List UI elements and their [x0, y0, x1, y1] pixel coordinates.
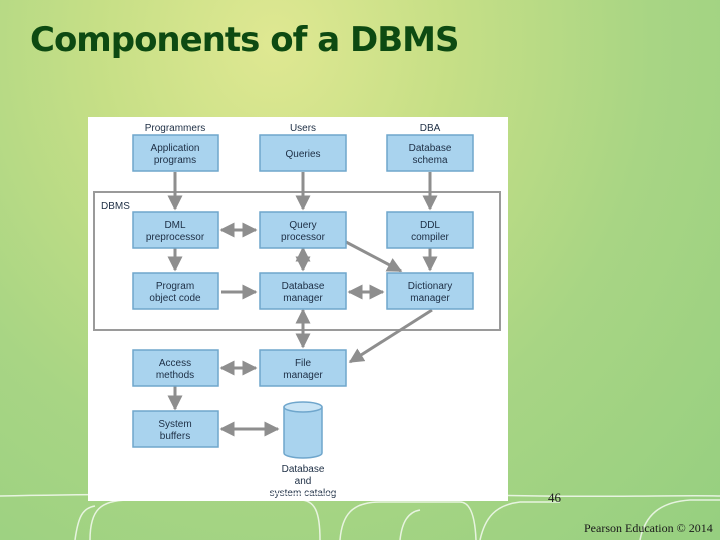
box-access-methods — [133, 350, 218, 386]
header-users: Users — [289, 123, 317, 134]
svg-text:Database: Database — [281, 281, 325, 292]
svg-text:Database: Database — [408, 143, 452, 154]
box-file-manager — [260, 350, 346, 386]
box-program-object-code — [133, 273, 218, 309]
box-database-schema — [387, 135, 473, 171]
svg-text:Dictionary: Dictionary — [407, 281, 453, 292]
dbms-components-diagram — [88, 117, 508, 501]
storage-label-line3: system catalog — [269, 488, 337, 499]
box-query-processor — [260, 212, 346, 248]
svg-text:processor: processor — [281, 232, 325, 243]
svg-text:object code: object code — [149, 293, 201, 304]
box-queries — [260, 135, 346, 171]
box-application-programs — [133, 135, 218, 171]
box-dictionary-manager — [387, 273, 473, 309]
header-dba: DBA — [419, 123, 441, 134]
slide-title: Components of a DBMS — [30, 20, 459, 60]
svg-text:Queries: Queries — [285, 149, 321, 160]
svg-text:schema: schema — [412, 155, 448, 166]
page-number: 46 — [548, 490, 561, 505]
svg-text:System: System — [158, 419, 192, 430]
box-ddl-compiler — [387, 212, 473, 248]
svg-text:DML: DML — [164, 220, 186, 231]
svg-text:File: File — [294, 358, 312, 369]
box-dml-preprocessor — [133, 212, 218, 248]
arrow-dict-to-fm — [350, 310, 432, 362]
storage-label-line1: Database — [281, 464, 325, 475]
svg-text:Access: Access — [158, 358, 192, 369]
box-system-buffers — [133, 411, 218, 447]
database-cylinder-icon — [284, 402, 322, 458]
box-database-manager — [260, 273, 346, 309]
svg-text:manager: manager — [410, 293, 450, 304]
copyright-credit: Pearson Education © 2014 — [584, 521, 713, 535]
svg-text:preprocessor: preprocessor — [145, 232, 205, 243]
svg-text:manager: manager — [283, 293, 323, 304]
svg-text:compiler: compiler — [411, 232, 449, 243]
svg-text:Query: Query — [289, 220, 317, 231]
svg-text:buffers: buffers — [159, 431, 191, 442]
svg-text:Application: Application — [150, 143, 200, 154]
storage-label-line2: and — [294, 476, 312, 487]
svg-text:manager: manager — [283, 370, 323, 381]
svg-text:programs: programs — [153, 155, 197, 166]
dbms-label: DBMS — [101, 201, 130, 212]
header-programmers: Programmers — [144, 123, 206, 134]
svg-text:Program: Program — [155, 281, 195, 292]
svg-text:DDL: DDL — [419, 220, 441, 231]
svg-text:methods: methods — [155, 370, 195, 381]
